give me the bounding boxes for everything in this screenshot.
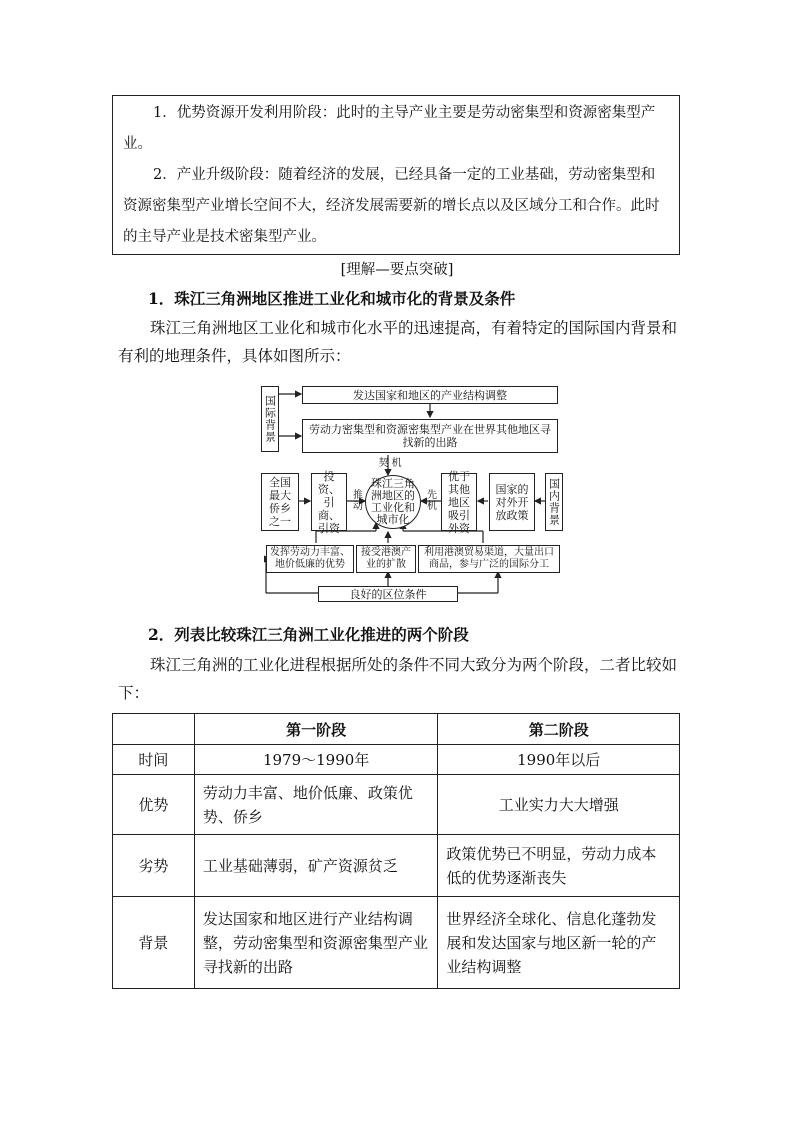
paragraph-1: 珠江三角洲地区工业化和城市化水平的迅速提高，有着特定的国际国内背景和有利的地理条件，具体如图所示：	[118, 319, 678, 365]
table-cell: 世界经济全球化、信息化蓬勃发展和发达国家与地区新一轮的产业结构调整	[438, 897, 680, 989]
table-cell: 劳动力丰富、地价低廉、政策优势、侨乡	[194, 775, 438, 835]
intl-background-box	[261, 386, 279, 452]
table-header-row	[113, 714, 680, 745]
table-cell: 1990年以后	[438, 745, 680, 775]
push-label	[349, 489, 363, 514]
attract-investment-box: 优于其他地区吸引外资	[441, 473, 477, 531]
heading-2: 2．列表比较珠江三角洲工业化推进的两个阶段	[148, 625, 469, 644]
labor-land-box: 发挥劳动力丰富、地价低廉的优势	[266, 545, 354, 573]
table-row	[113, 745, 680, 775]
stage-comparison-table	[112, 713, 680, 989]
table-cell: 政策优势已不明显，劳动力成本低的优势逐渐丧失	[438, 835, 680, 897]
opening-policy-box: 国家的对外开放政策	[489, 473, 535, 531]
overseas-chinese-box: 全国最大侨乡之一	[261, 473, 299, 531]
table-cell: 工业基础薄弱，矿产资源贫乏	[194, 835, 438, 897]
section-title: [理解—要点突破]	[340, 262, 454, 278]
table-header-cell	[113, 714, 195, 745]
table-cell: 发达国家和地区进行产业结构调整，劳动密集型和资源密集型产业寻找新的出路	[194, 897, 438, 989]
table-row	[113, 897, 680, 989]
row-label: 优势	[113, 775, 195, 835]
table-cell: 工业实力大大增强	[438, 775, 680, 835]
advantage-label-text: 先机	[424, 489, 436, 511]
opportunity-label: 契 机	[378, 458, 402, 469]
summary-paragraph-1: 1．优势资源开发利用阶段：此时的主导产业主要是劳动密集型和资源密集型产业。	[123, 105, 656, 152]
location-conditions-box: 良好的区位条件	[318, 586, 458, 602]
domestic-background-label: 国内背景	[547, 478, 561, 526]
table-cell: 1979～1990年	[194, 745, 438, 775]
hk-macao-box: 接受港澳产业的扩散	[356, 545, 416, 573]
paragraph-2: 珠江三角洲的工业化进程根据所处的条件不同大致分为两个阶段，二者比较如下：	[118, 656, 678, 702]
row-label: 劣势	[113, 835, 195, 897]
row-label: 时间	[113, 745, 195, 775]
push-label-text: 推动	[350, 489, 362, 511]
advantage-label	[423, 489, 437, 514]
intl-background-label: 国际背景	[263, 395, 277, 443]
row-label: 背景	[113, 897, 195, 989]
table-row	[113, 775, 680, 835]
flow-diagram	[258, 383, 564, 605]
new-outlet-box: 劳动力密集型和资源密集型产业在世界其他地区寻找新的出路	[302, 419, 558, 453]
investment-box: 投资、引商、引资	[311, 473, 347, 531]
table-header-cell: 第一阶段	[194, 714, 438, 745]
heading-1: 1．珠江三角洲地区推进工业化和城市化的背景及条件	[148, 289, 516, 308]
table-header-cell: 第二阶段	[438, 714, 680, 745]
trade-channel-box: 利用港澳贸易渠道，大量出口商品，参与广泛的国际分工	[418, 545, 560, 573]
table-row	[113, 835, 680, 897]
summary-box	[112, 95, 680, 255]
industry-adjustment-box: 发达国家和地区的产业结构调整	[302, 386, 558, 404]
domestic-background-box	[545, 473, 563, 531]
prd-core-circle: 珠江三角洲地区的工业化和城市化	[365, 475, 421, 529]
summary-paragraph-2: 2．产业升级阶段：随着经济的发展，已经具备一定的工业基础，劳动密集型和资源密集型产业增长空间不大，经济发展需要新的增长点以及区域分工和合作。此时的主导产业是技术密集型产业。	[123, 167, 660, 245]
